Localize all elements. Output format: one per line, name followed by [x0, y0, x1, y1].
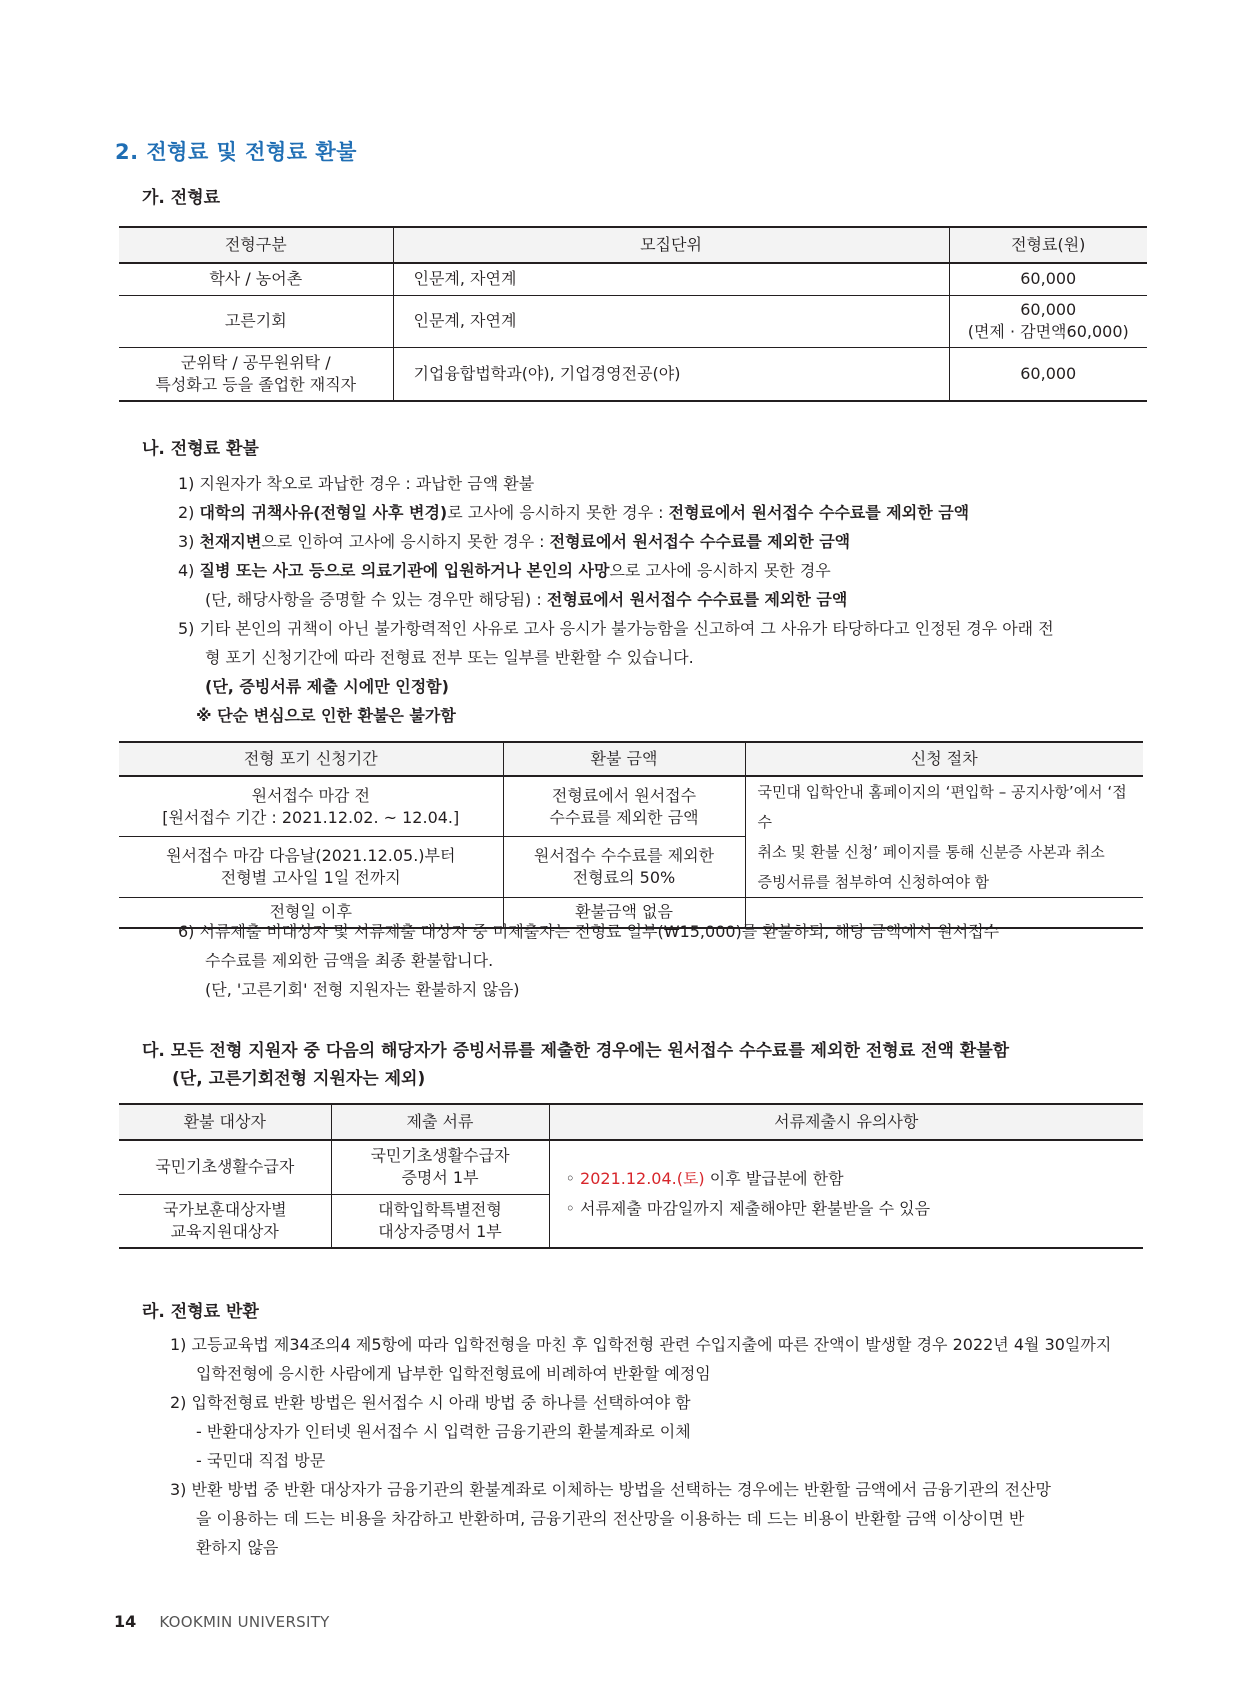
- subsection-full-refund-title: 다. 모든 전형 지원자 중 다음의 해당자가 증빙서류를 제출한 경우에는 원서접수 수수료를 제외한 전형료 전액 환불함: [142, 1041, 1010, 1061]
- return-items-list: [170, 1330, 1111, 1562]
- fee-header-type: 전형구분: [119, 227, 393, 263]
- document-table: [119, 1103, 1143, 1249]
- list-item-continuation: 환하지 않음: [196, 1538, 279, 1557]
- fee-table: [119, 226, 1147, 402]
- bold-text: 천재지변: [199, 532, 262, 551]
- fee-type-line2: 특성화고 등을 졸업한 재직자: [155, 374, 357, 394]
- list-item-note: (단, '고른기회' 전형 지원자는 환불하지 않음): [205, 980, 520, 999]
- refund-header-period: 전형 포기 신청기간: [119, 742, 503, 776]
- list-item: 1) 지원자가 착오로 과납한 경우 : 과납한 금액 환불: [178, 474, 535, 493]
- table-row: [119, 1140, 1143, 1194]
- bold-text: 전형료에서 원서접수 수수료를 제외한 금액: [549, 532, 851, 551]
- bold-text: 전형료에서 원서접수 수수료를 제외한 금액: [668, 503, 970, 522]
- fee-type: 군위탁 / 공무원위탁 /: [180, 352, 331, 372]
- refund-period: 원서접수 마감 다음날(2021.12.05.)부터: [166, 846, 456, 866]
- refund-header-amount: 환불 금액: [503, 742, 745, 776]
- refund-table-header: [119, 742, 1143, 776]
- doc-target-line2: 교육지원대상자: [170, 1221, 279, 1241]
- item-text: (단, 해당사항을 증명할 수 있는 경우만 해당됨) :: [205, 590, 547, 609]
- refund-amount: 전형료에서 원서접수: [551, 785, 697, 805]
- table-row: [119, 295, 1147, 347]
- list-item: 5) 기타 본인의 귀책이 아닌 불가항력적인 사유로 고사 응시가 불가능함을 신고하여 그 사유가 타당하다고 인정된 경우 아래 전: [178, 619, 1054, 638]
- doc-target-cell: [119, 1194, 331, 1248]
- bold-text: 대학의 귀책사유(전형일 사후 변경): [199, 503, 448, 522]
- list-item-continuation: 형 포기 신청기간에 따라 전형료 전부 또는 일부를 반환할 수 있습니다.: [205, 648, 694, 667]
- doc-document-cell: [331, 1194, 549, 1248]
- refund-amount: 원서접수 수수료를 제외한: [533, 846, 715, 866]
- refund-table: [119, 741, 1143, 929]
- fee-type-cell: [119, 347, 393, 401]
- page-number: 14: [114, 1612, 137, 1631]
- table-row: [119, 263, 1147, 295]
- university-name: KOOKMIN UNIVERSITY: [159, 1613, 330, 1631]
- bullet: ◦: [565, 1169, 581, 1188]
- doc-target: 국민기초생활수급자: [119, 1140, 331, 1194]
- doc-document-cell: [331, 1140, 549, 1194]
- item6-block: [178, 917, 999, 1004]
- fee-amount-note: (면제 · 감면액60,000): [967, 322, 1129, 341]
- list-item-sub: - 반환대상자가 인터넷 원서접수 시 입력한 금융기관의 환불계좌로 이체: [196, 1422, 691, 1441]
- refund-procedure-line: 취소 및 환불 신청’ 페이지를 통해 신분증 사본과 취소: [757, 843, 1105, 861]
- fee-unit: 인문계, 자연계: [393, 263, 949, 295]
- doc-header-document: 제출 서류: [331, 1104, 549, 1140]
- refund-period-detail: [원서접수 기간 : 2021.12.02. ~ 12.04.]: [162, 807, 460, 827]
- fee-amount: 60,000: [949, 263, 1147, 295]
- refund-procedure-cell: [745, 776, 1143, 898]
- doc-document: 대학입학특별전형: [378, 1199, 502, 1219]
- fee-type: 학사 / 농어촌: [119, 263, 393, 295]
- item-text: 로 고사에 응시하지 못한 경우 :: [447, 503, 669, 522]
- refund-procedure-line: 국민대 입학안내 홈페이지의 ‘편입학 – 공지사항’에서 ‘접수: [757, 783, 1127, 831]
- fee-type: 고른기회: [119, 295, 393, 347]
- refund-amount: 환불금액 없음: [503, 898, 745, 928]
- item-text: 으로 인하여 고사에 응시하지 못한 경우 :: [261, 532, 550, 551]
- list-item-continuation: 수수료를 제외한 금액을 최종 환불합니다.: [205, 951, 494, 970]
- doc-notes-cell: [549, 1140, 1143, 1248]
- doc-document-line2: 증명서 1부: [401, 1168, 479, 1188]
- subsection-return-title: 라. 전형료 반환: [142, 1302, 259, 1322]
- list-item: [178, 556, 1054, 585]
- refund-header-procedure: 신청 절차: [745, 742, 1143, 776]
- list-item-continuation: 을 이용하는 데 드는 비용을 차감하고 반환하며, 금융기관의 전산망을 이용하는 데 드는 비용이 반환할 금액 이상이면 반: [196, 1509, 1025, 1528]
- fee-header-unit: 모집단위: [393, 227, 949, 263]
- list-item: 6) 서류제출 비대상자 및 서류제출 대상자 중 미제출자는 전형료 일부(₩15,000)를 환불하되, 해당 금액에서 원서접수: [178, 922, 1000, 941]
- doc-note-line: ◦ 서류제출 마감일까지 제출해야만 환불받을 수 있음: [565, 1199, 931, 1218]
- item-number: 2): [178, 503, 200, 522]
- refund-amount-cell: [503, 776, 745, 837]
- doc-target: 국가보훈대상자별: [162, 1199, 287, 1219]
- table-row: [119, 776, 1143, 837]
- subsection-refund-title: 나. 전형료 환불: [142, 439, 259, 459]
- list-item: [178, 527, 1054, 556]
- doc-note-line: [566, 1164, 1128, 1194]
- refund-period-detail: 전형별 고사일 1일 전까지: [220, 868, 401, 888]
- subsection-fee-title: 가. 전형료: [142, 188, 221, 208]
- item-number: 4): [178, 561, 200, 580]
- doc-document: 국민기초생활수급자: [370, 1146, 510, 1166]
- refund-period-cell: [119, 776, 503, 837]
- bold-text: 질병 또는 사고 등으로 의료기관에 입원하거나 본인의 사망: [199, 561, 610, 580]
- refund-period-cell: [119, 837, 503, 898]
- list-item-note: ※ 단순 변심으로 인한 환불은 불가함: [196, 706, 456, 725]
- table-row: [119, 347, 1147, 401]
- list-item: 3) 반환 방법 중 반환 대상자가 금융기관의 환불계좌로 이체하는 방법을 선택하는 경우에는 반환할 금액에서 금융기관의 전산망: [170, 1480, 1051, 1499]
- highlight-date: 2021.12.04.(토): [580, 1169, 705, 1188]
- fee-amount-cell: [949, 295, 1147, 347]
- section-title: 2. 전형료 및 전형료 환불: [115, 140, 357, 164]
- refund-period: 전형일 이후: [269, 902, 352, 922]
- list-item: [178, 498, 1054, 527]
- refund-amount-cell: [503, 837, 745, 898]
- refund-amount-line2: 수수료를 제외한 금액: [549, 807, 699, 827]
- refund-procedure-line: 증빙서류를 첨부하여 신청하여야 함: [757, 873, 990, 891]
- list-item-continuation: 입학전형에 응시한 사람에게 납부한 입학전형료에 비례하여 반환할 예정임: [196, 1364, 711, 1383]
- list-item: 2) 입학전형료 반환 방법은 원서접수 시 아래 방법 중 하나를 선택하여야 함: [170, 1393, 691, 1412]
- page-footer: [114, 1612, 330, 1631]
- item-number: 3): [178, 532, 200, 551]
- fee-table-header: [119, 227, 1147, 263]
- doc-header-notes: 서류제출시 유의사항: [549, 1104, 1143, 1140]
- fee-amount: 60,000: [1020, 300, 1077, 319]
- fee-header-fee: 전형료(원): [949, 227, 1147, 263]
- item-text: 으로 고사에 응시하지 못한 경우: [609, 561, 831, 580]
- refund-amount-line2: 전형료의 50%: [572, 868, 676, 888]
- bold-text: 전형료에서 원서접수 수수료를 제외한 금액: [546, 590, 848, 609]
- subsection-full-refund-note: (단, 고른기회전형 지원자는 제외): [172, 1069, 426, 1089]
- fee-unit: 인문계, 자연계: [393, 295, 949, 347]
- refund-period: 원서접수 마감 전: [251, 785, 370, 805]
- doc-header-target: 환불 대상자: [119, 1104, 331, 1140]
- list-item: 1) 고등교육법 제34조의4 제5항에 따라 입학전형을 마친 후 입학전형 관련 수입지출에 따른 잔액이 발생할 경우 2022년 4월 30일까지: [170, 1335, 1112, 1354]
- refund-items-list: [178, 469, 1054, 730]
- list-item-note: (단, 증빙서류 제출 시에만 인정함): [205, 677, 449, 696]
- document-table-header: [119, 1104, 1143, 1140]
- note-text: 이후 발급분에 한함: [704, 1169, 844, 1188]
- list-item-continuation: [178, 585, 1054, 614]
- list-item-sub: - 국민대 직접 방문: [196, 1451, 326, 1470]
- fee-unit: 기업융합법학과(야), 기업경영전공(야): [393, 347, 949, 401]
- doc-document-line2: 대상자증명서 1부: [378, 1221, 502, 1241]
- fee-amount: 60,000: [949, 347, 1147, 401]
